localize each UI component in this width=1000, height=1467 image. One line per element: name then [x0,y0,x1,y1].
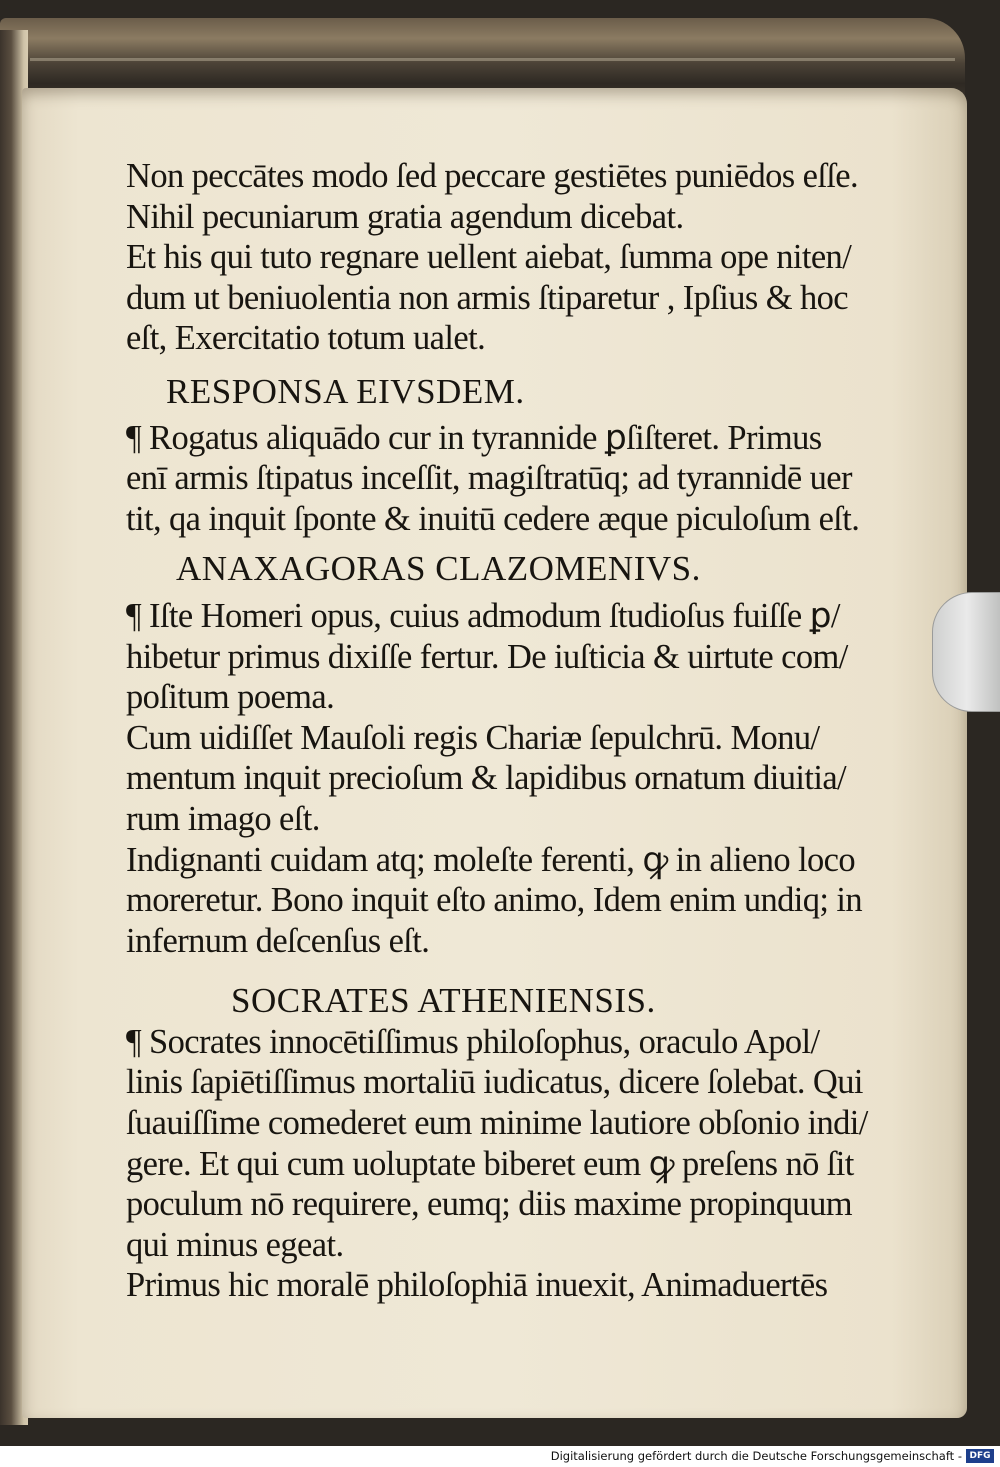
dfg-logo: DFG [966,1449,994,1463]
text-line: Et his qui tuto regnare uellent aiebat, ſumma ope niten/ [126,238,852,277]
text-line: linis ſapiētiſſimus mortaliū iudicatus, dicere ſolebat. Qui [126,1063,863,1102]
text-block-1 [126,156,859,359]
funding-credit: Digitalisierung gefördert durch die Deutsche Forschungsgemeinschaft - [550,1449,962,1463]
text-line: tit, qa inquit ſponte & inuitū cedere æque piculoſum eſt. [126,499,860,538]
text-line: enī armis ſtipatus inceſſit, magiſtratūq; ad tyrannidē uer [126,459,852,498]
text-line: Non peccātes modo ſed peccare gestiētes puniēdos eſſe. [126,157,859,195]
text-line: hibetur primus dixiſſe fertur. De iuſticia & uirtute com/ [126,637,848,676]
text-block-4 [126,1022,868,1306]
text-block-2 [126,418,860,540]
text-line: rum imago eſt. [126,799,320,838]
section-heading: SOCRATES ATHENIENSIS. [231,981,656,1021]
text-line: dum ut beniuolentia non armis ſtiparetur , Ipſius & hoc [126,278,849,317]
text-line: poſitum poema. [126,678,335,717]
section-heading: ANAXAGORAS CLAZOMENIVS. [176,549,701,589]
text-line: ¶ Iſte Homeri opus, cuius admodum ſtudioſus fuiſſe ꝑ/ [126,596,840,635]
text-line: ¶ Rogatus aliquādo cur in tyrannide ꝑſiſteret. Primus [126,418,822,457]
text-line: Primus hic moralē philoſophiā inuexit, Animaduertēs [126,1266,828,1305]
text-line: qui minus egeat. [126,1225,344,1264]
text-line: infernum deſcenſus eſt. [126,921,430,960]
text-line: ſuauiſſime comederet eum minime lautiore obſonio indi/ [126,1104,868,1143]
text-line: moreretur. Bono inquit eſto animo, Idem enim undiq; in [126,881,863,920]
text-line: gere. Et qui cum uoluptate biberet eum ꝙ preſens nō ſit [126,1144,854,1183]
text-block-3 [126,596,863,961]
page-text [126,156,868,1306]
footer-bar [0,1446,1000,1467]
page-clip [932,592,1000,712]
text-line: Nihil pecuniarum gratia agendum dicebat. [126,197,684,236]
text-line: Cum uidiſſet Mauſoli regis Chariæ ſepulchrū. Monu/ [126,718,820,757]
text-line: Indignanti cuidam atq; moleſte ferenti, ꝙ in alieno loco [126,840,856,879]
text-line: ¶ Socrates innocētiſſimus philoſophus, oraculo Apol/ [126,1022,820,1061]
text-line: mentum inquit precioſum & lapidibus ornatum diuitia/ [126,759,847,798]
text-line: poculum nō requirere, eumq; diis maxime propinquum [126,1185,852,1224]
text-line: eſt, Exercitatio totum ualet. [126,319,486,358]
section-heading: RESPONSA EIVSDEM. [166,371,525,411]
